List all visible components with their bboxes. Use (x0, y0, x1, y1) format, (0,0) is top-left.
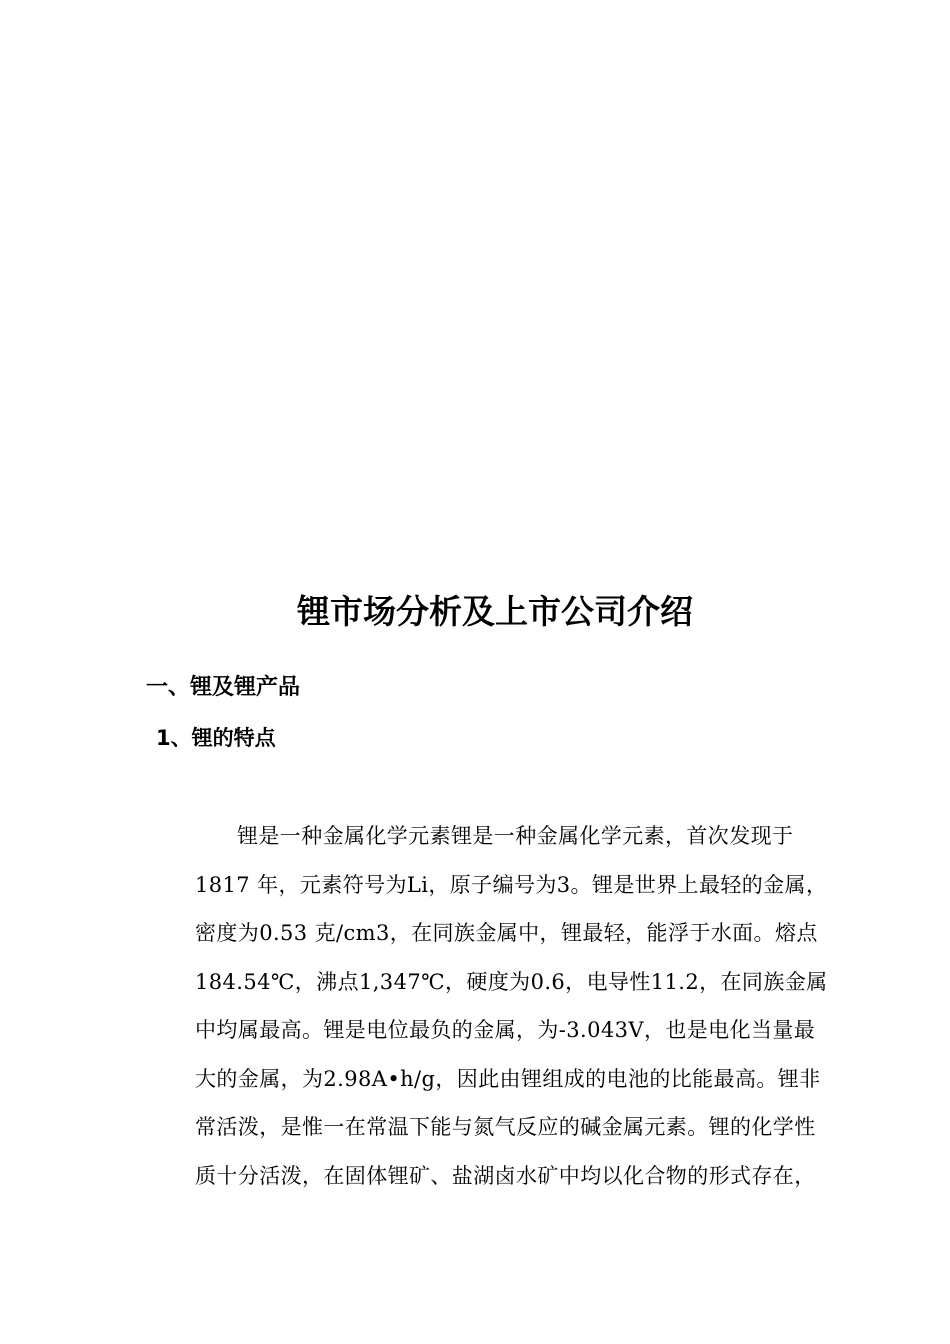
paragraph-line: 质十分活泼，在固体锂矿、盐湖卤水矿中均以化合物的形式存在， (195, 1163, 816, 1188)
paragraph-line: 常活泼，是惟一在常温下能与氮气反应的碱金属元素。锂的化学性 (195, 1115, 816, 1139)
document-title: 锂市场分析及上市公司介绍 (297, 592, 693, 631)
paragraph-line: 1817 年，元素符号为Li，原子编号为3。锂是世界上最轻的金属， (195, 872, 828, 897)
paragraph-line: 密度为0.53 克/cm3，在同族金属中，锂最轻，能浮于水面。熔点 (195, 921, 818, 945)
paragraph-line: 中均属最高。锂是电位最负的金属，为-3.043V，也是电化当量最 (195, 1018, 816, 1042)
paragraph-line: 锂是一种金属化学元素锂是一种金属化学元素，首次发现于 (237, 824, 794, 848)
paragraph-line: 184.54℃，沸点1,347℃，硬度为0.6，电导性11.2，在同族金属 (195, 969, 828, 994)
section-heading: 一、锂及锂产品 (146, 675, 301, 700)
paragraph-line: 大的金属，为2.98A•h/g，因此由锂组成的电池的比能最高。锂非 (195, 1066, 821, 1091)
body-paragraph (195, 818, 875, 1206)
subsection-heading: 1、锂的特点 (156, 726, 276, 750)
